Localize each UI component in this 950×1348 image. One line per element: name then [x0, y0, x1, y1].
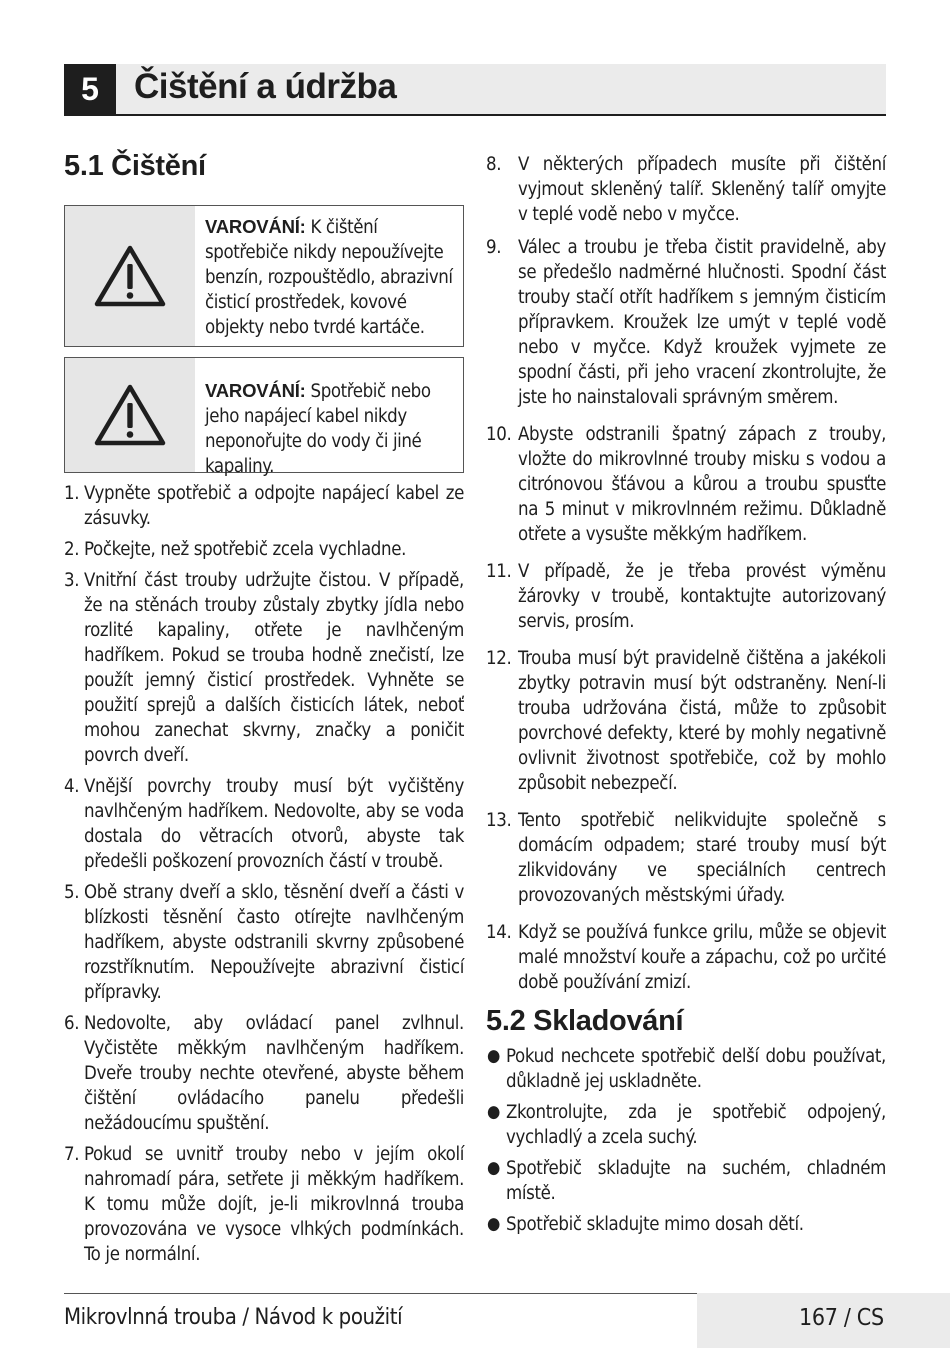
- list-item: [486, 646, 886, 796]
- warning-body: K čištění spotřebiče nikdy nepoužívejte benzín, rozpouštědlo, abrazivní čisticí prostředek, kovové objekty nebo tvrdé kartáče.: [205, 217, 453, 338]
- list-item: [486, 1156, 886, 1206]
- list-item-number: 7.: [64, 1144, 80, 1165]
- list-item-text: Pokud nechcete spotřebič delší dobu používat, důkladně jej uskladněte.: [506, 1046, 886, 1092]
- warning-triangle-icon: [94, 244, 166, 308]
- warning-icon-area: [65, 358, 195, 472]
- cleaning-steps-list-continued: [486, 152, 886, 995]
- list-item-number: 11.: [486, 561, 512, 582]
- warning-text: [205, 206, 463, 348]
- section-title-storage: 5.2 Skladování: [486, 1005, 684, 1037]
- list-item-text: Trouba musí být pravidelně čištěna a jakékoli zbytky potravin musí být odstraněny. Není-li trouba udržována čistá, může to způsobit povrchové defekty, které by mohly negativně ovlivnit životnost spotřebiče, což by mohlo způsobit nebezpečí.: [518, 648, 886, 794]
- list-item-text: Pokud se uvnitř trouby nebo v jejím okolí nahromadí pára, setřete ji měkkým hadříkem. K tomu může dojít, je-li mikrovlnná trouba provozována ve vysoce vlhkých podmínkách. To je normální.: [84, 1144, 464, 1265]
- list-item: [486, 152, 886, 227]
- list-item-number: 3.: [64, 570, 80, 591]
- list-item: [486, 235, 886, 410]
- list-item: [486, 920, 886, 995]
- warning-box: [64, 357, 464, 477]
- bullet-icon: ●: [487, 1214, 500, 1234]
- list-item-text: Spotřebič skladujte mimo dosah dětí.: [506, 1214, 804, 1235]
- list-item: [486, 808, 886, 908]
- warning-label: VAROVÁNÍ:: [205, 216, 306, 237]
- list-item-text: Počkejte, než spotřebič zcela vychladne.: [84, 539, 407, 560]
- footer-document-title: Mikrovlnná trouba / Návod k použití: [64, 1305, 403, 1330]
- list-item-number: 14.: [486, 922, 512, 943]
- list-item-text: Vnitřní část trouby udržujte čistou. V případě, že na stěnách trouby zůstaly zbytky jídla nebo rozlité kapaliny, otřete je navlhčeným hadříkem. Pokud se trouba hodně znečistí, lze použít jemný čisticí prostředek. Vyhněte se použití sprejů a dalších čisticích látek, neboť mohou zanechat skvrny, značky a poničit povrch dveří.: [84, 570, 464, 766]
- right-column: [486, 152, 886, 1243]
- list-item-text: Nedovolte, aby ovládací panel zvlhnul. Vyčistěte měkkým navlhčeným hadříkem. Dveře trouby nechte otevřené, abyste během čištění ovládacího panelu předešli nežádoucímu spuštění.: [84, 1013, 464, 1134]
- list-item-text: Válec a troubu je třeba čistit pravidelně, aby se předešlo nadměrné hlučnosti. Spodní část trouby stačí otřít hadříkem s jemným čisticím přípravkem. Kroužek lze umýt v teplé vodě nebo v myčce. Když kroužek vyjmete ze spodní části, při jeho vracení zkontrolujte, že jste ho nainstalovali správným směrem.: [518, 237, 886, 408]
- list-item-text: Obě strany dveří a sklo, těsnění dveří a části v blízkosti těsnění často otírejte navlhčeným hadříkem, abyste odstranili skvrny způsobené rozstříknutím. Nepoužívejte abrazivní čisticí přípravky.: [84, 882, 464, 1003]
- list-item: [64, 1011, 464, 1136]
- list-item-number: 10.: [486, 424, 512, 445]
- list-item: [64, 1142, 464, 1267]
- warning-body: Spotřebič nebo jeho napájecí kabel nikdy neponořujte do vody či jiné kapaliny.: [205, 381, 431, 477]
- list-item-text: Vnější povrchy trouby musí být vyčištěny navlhčeným hadříkem. Nedovolte, aby se voda dostala do větracích otvorů, abyste tak předešli poškození provozních částí v troubě.: [84, 776, 464, 872]
- left-column: [64, 150, 464, 1273]
- list-item-number: 12.: [486, 648, 512, 669]
- chapter-number: 5: [64, 64, 116, 114]
- list-item: [486, 1212, 886, 1237]
- list-item-number: 13.: [486, 810, 512, 831]
- bullet-icon: ●: [487, 1046, 500, 1066]
- list-item-number: 5.: [64, 882, 80, 903]
- warning-triangle-icon: [94, 383, 166, 447]
- list-item-text: Spotřebič skladujte na suchém, chladném místě.: [506, 1158, 886, 1204]
- list-item: [64, 880, 464, 1005]
- warning-icon-area: [65, 206, 195, 346]
- page-number: 167 / CS: [799, 1305, 884, 1331]
- storage-bullet-list: [486, 1044, 886, 1237]
- warning-box: [64, 205, 464, 347]
- warning-text: [205, 358, 463, 487]
- list-item: [486, 1100, 886, 1150]
- list-item-text: Tento spotřebič nelikvidujte společně s domácím odpadem; staré trouby musí být zlikvidovány ve speciálních centrech provozovaných městskými úřady.: [518, 810, 886, 906]
- warning-label: VAROVÁNÍ:: [205, 380, 306, 401]
- list-item: [486, 559, 886, 634]
- list-item-text: Vypněte spotřebič a odpojte napájecí kabel ze zásuvky.: [84, 483, 464, 529]
- list-item: [64, 481, 464, 531]
- list-item-number: 8.: [486, 154, 502, 175]
- list-item: [64, 537, 464, 562]
- bullet-icon: ●: [487, 1102, 500, 1122]
- chapter-header: [64, 64, 886, 116]
- list-item-number: 9.: [486, 237, 502, 258]
- list-item-number: 1.: [64, 483, 80, 504]
- list-item: [486, 1044, 886, 1094]
- list-item: [64, 568, 464, 768]
- list-item-number: 4.: [64, 776, 80, 797]
- list-item-text: Abyste odstranili špatný zápach z trouby, vložte do mikrovlnné trouby misku s vodou a citrónovou šťávou a kůrou a troubu spusťte na 5 minut v mikrovlnném režimu. Důkladně otřete a vysušte měkkým hadříkem.: [518, 424, 886, 545]
- list-item: [64, 774, 464, 874]
- list-item-number: 2.: [64, 539, 80, 560]
- list-item-text: V některých případech musíte při čištění vyjmout skleněný talíř. Skleněný talíř omyjte v teplé vodě nebo v myčce.: [518, 154, 886, 225]
- bullet-icon: ●: [487, 1158, 500, 1178]
- chapter-title: Čištění a údržba: [134, 67, 397, 106]
- footer-page-box: [697, 1293, 950, 1348]
- list-item-text: Zkontrolujte, zda je spotřebič odpojený, vychladlý a zcela suchý.: [506, 1102, 886, 1148]
- list-item: [486, 422, 886, 547]
- list-item-number: 6.: [64, 1013, 80, 1034]
- list-item-text: Když se používá funkce grilu, může se objevit malé množství kouře a zápachu, což po určité době používání zmizí.: [518, 922, 886, 993]
- cleaning-steps-list: [64, 481, 464, 1267]
- list-item-text: V případě, že je třeba provést výměnu žárovky v troubě, kontaktujte autorizovaný servis, prosím.: [518, 561, 886, 632]
- section-title-cleaning: 5.1 Čištění: [64, 150, 206, 182]
